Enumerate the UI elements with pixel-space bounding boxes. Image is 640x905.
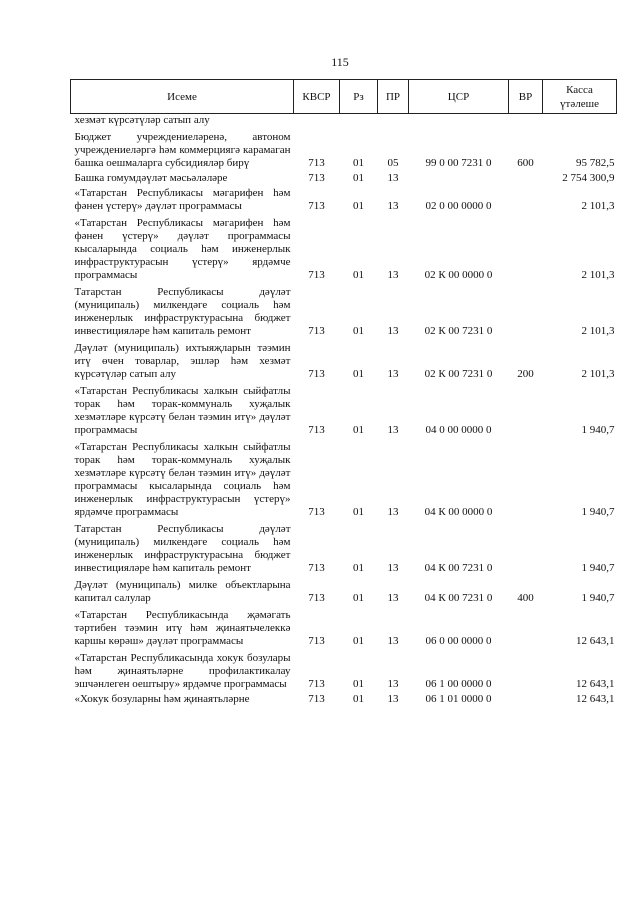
row-name: Дәүләт (муниципаль) ихтыяҗларын тәэмин итү өчен товарлар, эшләр һәм хезмәт күрсәтүләр сатып алу — [74, 342, 291, 380]
row-kvsr: 713 — [308, 635, 325, 647]
row-vr — [509, 170, 543, 185]
row-amount: 1 940,7 — [581, 506, 615, 518]
row-name: хезмәт күрсәтүләр сатып алу — [74, 114, 210, 126]
table-row — [71, 437, 617, 519]
row-rz — [340, 114, 378, 128]
row-amount: 12 643,1 — [576, 693, 615, 705]
row-kvsr: 713 — [308, 172, 325, 184]
table-row — [71, 519, 617, 575]
table-row — [71, 170, 617, 185]
row-pr: 13 — [387, 368, 399, 380]
row-amount — [543, 114, 617, 128]
header-name: Исеме — [71, 80, 294, 114]
row-pr: 13 — [387, 172, 399, 184]
row-vr — [509, 213, 543, 282]
row-kvsr: 713 — [308, 562, 325, 574]
row-kvsr: 713 — [308, 592, 325, 604]
row-kvsr: 713 — [308, 506, 325, 518]
row-vr: 400 — [517, 592, 534, 604]
row-pr: 13 — [387, 678, 399, 690]
header-csr: ЦСР — [409, 80, 509, 114]
table-row — [71, 282, 617, 338]
row-vr: 600 — [517, 157, 534, 169]
header-kvsr: КВСР — [294, 80, 340, 114]
row-csr: 04 0 00 0000 0 — [425, 424, 492, 436]
row-pr: 13 — [387, 592, 399, 604]
row-pr: 13 — [387, 424, 399, 436]
row-amount: 1 940,7 — [581, 562, 615, 574]
row-name: Татарстан Республикасы дәүләт (муниципаль) милкендәге социаль һәм инженерлык инфраструктурасына бюджет инвестицияләре һәм капиталь ремонт — [74, 286, 291, 337]
row-rz: 01 — [353, 506, 364, 518]
row-name: «Татарстан Республикасы халкын сыйфатлы торак һәм торак-коммуналь хуҗалык хезмәтләре күрсәтү белән тәэмин итү» дәүләт программасы кысаларында социаль һәм инженерлык инфраструктурасын үстерү» ярдәмче программасы — [74, 441, 291, 518]
row-kvsr: 713 — [308, 157, 325, 169]
row-amount: 95 782,5 — [576, 157, 615, 169]
table-row — [71, 127, 617, 170]
page-number: 115 — [331, 55, 349, 69]
row-pr: 13 — [387, 506, 399, 518]
row-name: Башка гомумдәүләт мәсьәләләре — [74, 172, 228, 184]
row-vr — [509, 437, 543, 519]
row-rz: 01 — [353, 424, 364, 436]
header-rz: Рз — [340, 80, 378, 114]
row-pr: 13 — [387, 693, 399, 705]
table-header — [71, 80, 617, 114]
table-row — [71, 648, 617, 691]
header-pr: ПР — [378, 80, 409, 114]
row-pr: 13 — [387, 269, 399, 281]
row-rz: 01 — [353, 678, 364, 690]
row-rz: 01 — [353, 172, 364, 184]
row-amount: 12 643,1 — [576, 678, 615, 690]
row-pr: 13 — [387, 200, 399, 212]
table-row — [71, 114, 617, 128]
row-kvsr: 713 — [308, 368, 325, 380]
row-rz: 01 — [353, 200, 364, 212]
row-rz: 01 — [353, 592, 364, 604]
row-name: «Татарстан Республикасында хокук бозулары һәм җинаятьләрне профилактикалау эшчәнлеген оештыру» ярдәмче программасы — [74, 652, 291, 690]
row-name: «Татарстан Республикасы мәгарифен һәм фәнен үстерү» дәүләт программасы — [74, 187, 291, 212]
budget-table-wrapper — [70, 79, 616, 706]
table-header-row — [71, 80, 617, 114]
row-csr: 04 К 00 7231 0 — [424, 562, 493, 574]
row-csr: 02 0 00 0000 0 — [425, 200, 492, 212]
row-rz: 01 — [353, 562, 364, 574]
row-csr: 99 0 00 7231 0 — [425, 157, 492, 169]
header-vr: ВР — [509, 80, 543, 114]
row-csr: 04 К 00 0000 0 — [424, 506, 493, 518]
row-kvsr: 713 — [308, 678, 325, 690]
row-vr — [509, 691, 543, 706]
header-amount-line2: үтәлеше — [560, 97, 599, 110]
row-name: Дәүләт (муниципаль) милке объектларына капитал салулар — [74, 579, 291, 604]
row-rz: 01 — [353, 635, 364, 647]
table-row — [71, 605, 617, 648]
row-rz: 01 — [353, 368, 364, 380]
table-row — [71, 381, 617, 437]
row-vr — [509, 114, 543, 128]
row-amount: 2 754 300,9 — [562, 172, 615, 184]
row-pr: 05 — [387, 157, 399, 169]
row-amount: 12 643,1 — [576, 635, 615, 647]
row-vr: 200 — [517, 368, 534, 380]
row-name: «Татарстан Республикасында җәмәгать тәртибен тәэмин итү һәм җинаятьчелеккә каршы көрәш» дәүләт программасы — [74, 609, 291, 647]
row-csr: 06 1 01 0000 0 — [425, 693, 492, 705]
row-csr: 02 К 00 7231 0 — [424, 325, 493, 337]
row-amount: 2 101,3 — [581, 200, 615, 212]
row-pr — [378, 114, 409, 128]
row-vr — [509, 648, 543, 691]
row-name: Бюджет учреждениеләренә, автоном учреждениеләргә һәм коммерциягә карамаган башка оешмаларга субсидияләр бирү — [74, 131, 291, 169]
row-rz: 01 — [353, 693, 364, 705]
table-row — [71, 185, 617, 213]
row-name: «Татарстан Республикасы мәгарифен һәм фәнен үстерү» дәүләт программасы кысаларында социаль һәм инженерлык инфраструктурасын үстерү» ярдәмче программасы — [74, 217, 291, 281]
row-kvsr: 713 — [308, 269, 325, 281]
header-amount-line1: Касса — [566, 83, 593, 96]
row-csr: 02 К 00 0000 0 — [424, 269, 493, 281]
row-rz: 01 — [353, 269, 364, 281]
row-csr: 02 К 00 7231 0 — [424, 368, 493, 380]
row-vr — [509, 185, 543, 213]
table-body — [71, 114, 617, 707]
table-row — [71, 213, 617, 282]
row-vr — [509, 282, 543, 338]
row-amount: 2 101,3 — [581, 325, 615, 337]
row-rz: 01 — [353, 325, 364, 337]
row-rz: 01 — [353, 157, 364, 169]
row-amount: 2 101,3 — [581, 368, 615, 380]
row-amount: 1 940,7 — [581, 424, 615, 436]
row-name: «Хокук бозуларны һәм җинаятьләрне — [74, 693, 250, 705]
row-csr — [409, 170, 509, 185]
row-csr — [409, 114, 509, 128]
row-amount: 2 101,3 — [581, 269, 615, 281]
row-csr: 06 0 00 0000 0 — [425, 635, 492, 647]
row-pr: 13 — [387, 635, 399, 647]
row-kvsr: 713 — [308, 200, 325, 212]
row-name: «Татарстан Республикасы халкын сыйфатлы торак һәм торак-коммуналь хуҗалык хезмәтләре күрсәтү белән тәэмин итү» дәүләт программасы — [74, 385, 291, 436]
row-csr: 04 К 00 7231 0 — [424, 592, 493, 604]
row-kvsr: 713 — [308, 325, 325, 337]
row-name: Татарстан Республикасы дәүләт (муниципаль) милкендәге социаль һәм инженерлык инфраструктурасына бюджет инвестицияләре һәм капиталь ремонт — [74, 523, 291, 574]
row-kvsr: 713 — [308, 693, 325, 705]
table-row — [71, 691, 617, 706]
row-pr: 13 — [387, 562, 399, 574]
row-csr: 06 1 00 0000 0 — [425, 678, 492, 690]
table-row — [71, 338, 617, 381]
header-amount — [543, 80, 617, 114]
row-vr — [509, 519, 543, 575]
row-vr — [509, 381, 543, 437]
row-kvsr — [294, 114, 340, 128]
table-row — [71, 575, 617, 605]
budget-table — [70, 79, 617, 706]
row-vr — [509, 605, 543, 648]
row-pr: 13 — [387, 325, 399, 337]
row-kvsr: 713 — [308, 424, 325, 436]
row-amount: 1 940,7 — [581, 592, 615, 604]
